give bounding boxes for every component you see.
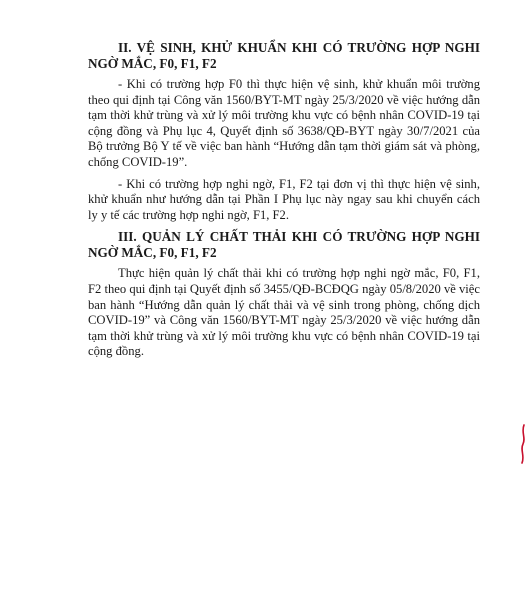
red-margin-mark	[518, 424, 528, 464]
section-heading: III. QUẢN LÝ CHẤT THẢI KHI CÓ TRƯỜNG HỢP NGHI NGỜ MẮC, F0, F1, F2	[88, 229, 480, 260]
section-quan-ly-chat-thai	[88, 229, 480, 360]
document-body	[88, 40, 480, 366]
paragraph: - Khi có trường hợp nghi ngờ, F1, F2 tại đơn vị thì thực hiện vệ sinh, khử khuẩn như hướng dẫn tại Phần I Phụ lục này ngay sau khi chuyển cách ly y tế các trường hợp nghi ngờ, F1, F2.	[88, 176, 480, 222]
section-heading: II. VỆ SINH, KHỬ KHUẨN KHI CÓ TRƯỜNG HỢP NGHI NGỜ MẮC, F0, F1, F2	[88, 40, 480, 71]
section-ve-sinh-khu-khuan	[88, 40, 480, 223]
paragraph: Thực hiện quản lý chất thải khi có trường hợp nghi ngờ mắc, F0, F1, F2 theo qui định tại Quyết định số 3455/QĐ-BCĐQG ngày 05/8/2020 về việc ban hành “Hướng dẫn quản lý chất thải và vệ sinh trong phòng, chống dịch COVID-19” và Công văn 1560/BYT-MT ngày 25/3/2020 về việc hướng dẫn tạm thời khử trùng và xử lý môi trường khu vực có bệnh nhân COVID-19 tại cộng đồng.	[88, 266, 480, 359]
paragraph: - Khi có trường hợp F0 thì thực hiện vệ sinh, khử khuẩn môi trường theo qui định tại Công văn 1560/BYT-MT ngày 25/3/2020 về việc hướng dẫn tạm thời khử trùng và xử lý môi trường khu vực có bệnh nhân COVID-19 tại cộng đồng và Phụ lục 4, Quyết định số 3638/QĐ-BYT ngày 30/7/2021 của Bộ trưởng Bộ Y tế về việc ban hành “Hướng dẫn tạm thời giám sát và phòng, chống COVID-19”.	[88, 77, 480, 169]
